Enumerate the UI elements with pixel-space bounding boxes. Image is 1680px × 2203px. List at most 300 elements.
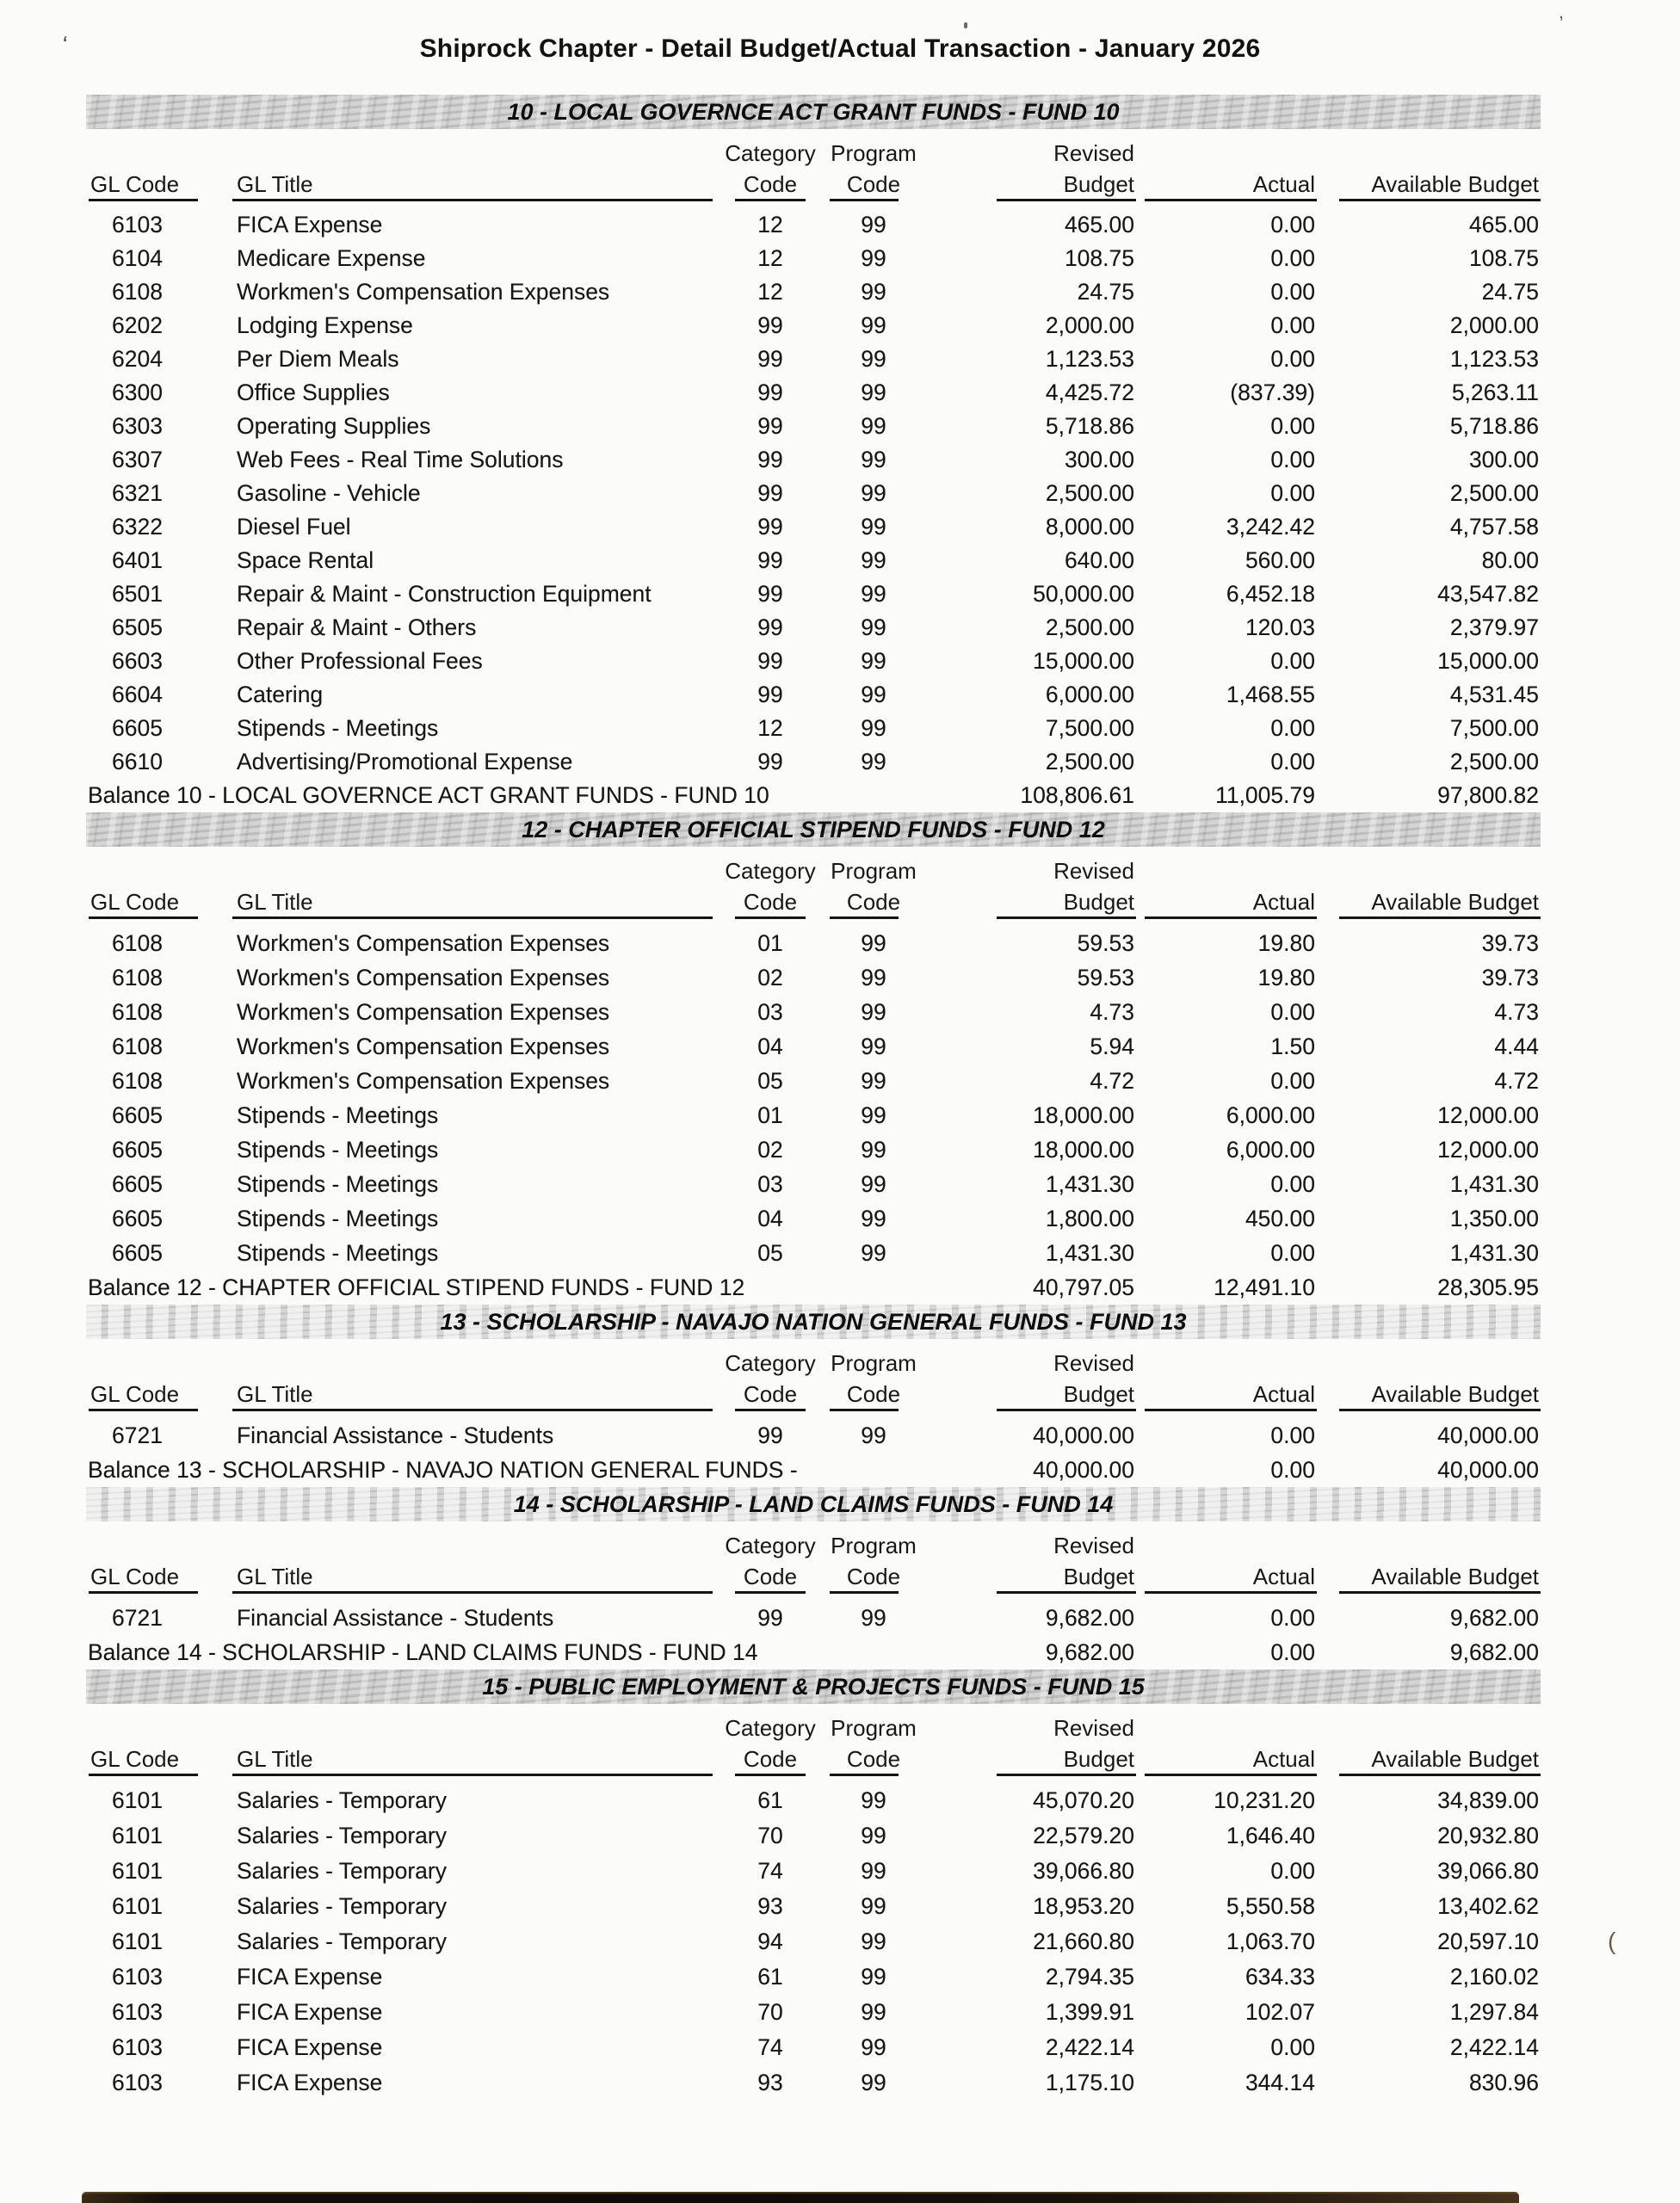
col-header-category-code: Code xyxy=(723,1377,818,1411)
gl-code-cell: 6605 xyxy=(112,1136,163,1163)
balance-row xyxy=(86,779,1541,812)
available-budget-cell: 2,422.14 xyxy=(1449,2034,1539,2060)
table-row xyxy=(86,1132,1541,1167)
col-header-gl-title: GL Title xyxy=(232,167,723,201)
actual-cell: 344.14 xyxy=(1245,2070,1315,2095)
program-code-cell: 99 xyxy=(861,929,886,956)
col-header-program: Program xyxy=(831,140,917,166)
balance-label-cell: Balance 10 - LOCAL GOVERNCE ACT GRANT FUNDS - FUND 10 xyxy=(88,782,769,808)
actual-cell: 0.00 xyxy=(1270,998,1315,1025)
actual-cell: 0.00 xyxy=(1270,1067,1315,1094)
program-code-cell: 99 xyxy=(861,682,886,707)
revised-budget-cell: 1,399.91 xyxy=(1045,1999,1134,2025)
gl-code-cell: 6103 xyxy=(112,212,163,238)
category-code-cell: 93 xyxy=(757,1893,783,1919)
col-header-category: Category xyxy=(725,858,816,884)
col-header-actual: Actual xyxy=(1136,885,1317,919)
table-row xyxy=(86,1818,1541,1854)
program-code-cell: 99 xyxy=(861,998,886,1025)
program-code-cell: 99 xyxy=(861,1823,886,1848)
actual-cell: 0.00 xyxy=(1270,749,1315,774)
available-budget-cell: 5,263.11 xyxy=(1451,380,1539,405)
revised-budget-cell: 5,718.86 xyxy=(1045,413,1134,439)
program-code-cell: 99 xyxy=(861,1858,886,1884)
actual-cell: 0.00 xyxy=(1270,1170,1315,1197)
scan-page-edge-bar xyxy=(82,2192,1519,2203)
gl-code-cell: 6108 xyxy=(112,929,163,956)
category-code-cell: 04 xyxy=(757,1033,783,1059)
col-header-gl-code: GL Code xyxy=(86,885,232,919)
revised-budget-cell: 18,000.00 xyxy=(1033,1136,1134,1163)
fund-table xyxy=(86,1339,1541,1487)
program-code-cell: 99 xyxy=(861,514,886,540)
revised-budget-cell: 2,000.00 xyxy=(1045,312,1134,338)
col-header-gl-code: GL Code xyxy=(86,1377,232,1411)
scan-mark-top-right: ’ xyxy=(1559,11,1565,34)
column-header-row-bottom xyxy=(86,1742,1541,1776)
col-header-budget: Budget xyxy=(930,1742,1136,1776)
actual-cell: 1,063.70 xyxy=(1226,1928,1315,1954)
col-header-gl-title: GL Title xyxy=(232,1742,723,1776)
category-code-cell: 01 xyxy=(757,929,783,956)
column-header-row-top xyxy=(86,129,1541,167)
available-budget-cell: 5,718.86 xyxy=(1449,413,1539,439)
revised-budget-cell: 22,579.20 xyxy=(1033,1823,1134,1848)
program-code-cell: 99 xyxy=(861,1928,886,1954)
category-code-cell: 99 xyxy=(757,614,783,640)
table-row xyxy=(86,1201,1541,1236)
table-row xyxy=(86,745,1541,779)
fund-section xyxy=(86,1487,1541,1669)
revised-budget-cell: 2,500.00 xyxy=(1045,614,1134,640)
category-code-cell: 99 xyxy=(757,312,783,338)
balance-label-cell: Balance 13 - SCHOLARSHIP - NAVAJO NATION GENERAL FUNDS - xyxy=(88,1456,798,1483)
revised-budget-cell: 39,066.80 xyxy=(1033,1858,1134,1884)
gl-title-cell: FICA Expense xyxy=(237,2034,383,2060)
actual-cell: (837.39) xyxy=(1230,380,1315,405)
category-code-cell: 94 xyxy=(757,1928,783,1954)
balance-available-cell: 97,800.82 xyxy=(1437,782,1539,808)
gl-code-cell: 6322 xyxy=(112,514,163,540)
gl-title-cell: Space Rental xyxy=(237,547,374,573)
table-row xyxy=(86,443,1541,477)
fund-table xyxy=(86,129,1541,812)
program-code-cell: 99 xyxy=(861,413,886,439)
available-budget-cell: 80.00 xyxy=(1481,547,1539,573)
fund-table xyxy=(86,1704,1541,2101)
gl-code-cell: 6108 xyxy=(112,279,163,305)
available-budget-cell: 108.75 xyxy=(1468,245,1539,271)
page-title: Shiprock Chapter - Detail Budget/Actual Transaction - January 2026 xyxy=(419,34,1261,63)
col-header-category-code: Code xyxy=(723,167,818,201)
available-budget-cell: 1,350.00 xyxy=(1449,1205,1539,1231)
program-code-cell: 99 xyxy=(861,1102,886,1128)
fund-section xyxy=(86,1669,1541,2101)
gl-title-cell: Financial Assistance - Students xyxy=(237,1422,554,1448)
column-header-row-top xyxy=(86,1521,1541,1559)
gl-title-cell: FICA Expense xyxy=(237,1964,383,1990)
gl-title-cell: Workmen's Compensation Expenses xyxy=(237,964,610,990)
category-code-cell: 99 xyxy=(757,380,783,405)
fund-table xyxy=(86,847,1541,1305)
report-body xyxy=(86,95,1541,2101)
table-row xyxy=(86,995,1541,1029)
actual-cell: 0.00 xyxy=(1270,245,1315,271)
table-row xyxy=(86,201,1541,242)
col-header-budget: Budget xyxy=(930,885,1136,919)
table-row xyxy=(86,1959,1541,1995)
fund-section xyxy=(86,812,1541,1305)
program-code-cell: 99 xyxy=(861,1604,886,1631)
col-header-budget: Budget xyxy=(930,1377,1136,1411)
balance-row xyxy=(86,1453,1541,1487)
available-budget-cell: 20,932.80 xyxy=(1437,1823,1539,1848)
available-budget-cell: 39.73 xyxy=(1481,929,1539,956)
actual-cell: 0.00 xyxy=(1270,715,1315,741)
col-header-program: Program xyxy=(831,1533,917,1558)
program-code-cell: 99 xyxy=(861,245,886,271)
actual-cell: 19.80 xyxy=(1257,964,1315,990)
gl-code-cell: 6108 xyxy=(112,1033,163,1059)
revised-budget-cell: 45,070.20 xyxy=(1033,1787,1134,1813)
program-code-cell: 99 xyxy=(861,614,886,640)
balance-row xyxy=(86,1270,1541,1305)
table-row xyxy=(86,477,1541,510)
col-header-category-code: Code xyxy=(723,1559,818,1594)
gl-code-cell: 6605 xyxy=(112,1239,163,1266)
gl-code-cell: 6103 xyxy=(112,2070,163,2095)
category-code-cell: 99 xyxy=(757,480,783,506)
actual-cell: 0.00 xyxy=(1270,413,1315,439)
actual-cell: 6,452.18 xyxy=(1226,581,1315,607)
program-code-cell: 99 xyxy=(861,346,886,372)
balance-label-cell: Balance 12 - CHAPTER OFFICIAL STIPEND FUNDS - FUND 12 xyxy=(88,1274,745,1300)
actual-cell: 120.03 xyxy=(1245,614,1315,640)
program-code-cell: 99 xyxy=(861,1964,886,1990)
col-header-spacer xyxy=(1317,129,1541,167)
available-budget-cell: 4,757.58 xyxy=(1449,514,1539,540)
column-header-row-bottom xyxy=(86,167,1541,201)
available-budget-cell: 300.00 xyxy=(1468,447,1539,472)
gl-title-cell: Office Supplies xyxy=(237,380,390,405)
available-budget-cell: 1,431.30 xyxy=(1449,1239,1539,1266)
col-header-spacer xyxy=(1317,1339,1541,1377)
gl-title-cell: Diesel Fuel xyxy=(237,514,351,540)
program-code-cell: 99 xyxy=(861,648,886,674)
revised-budget-cell: 18,000.00 xyxy=(1033,1102,1134,1128)
program-code-cell: 99 xyxy=(861,1136,886,1163)
col-header-category: Category xyxy=(725,140,816,166)
table-row xyxy=(86,1995,1541,2030)
balance-available-cell: 9,682.00 xyxy=(1449,1638,1539,1665)
scan-mark-right: ( xyxy=(1608,1928,1616,1954)
available-budget-cell: 1,431.30 xyxy=(1449,1170,1539,1197)
section-header-band xyxy=(86,1305,1541,1339)
available-budget-cell: 2,160.02 xyxy=(1449,1964,1539,1990)
revised-budget-cell: 1,800.00 xyxy=(1045,1205,1134,1231)
actual-cell: 0.00 xyxy=(1270,212,1315,238)
gl-code-cell: 6303 xyxy=(112,413,163,439)
program-code-cell: 99 xyxy=(861,212,886,238)
table-row xyxy=(86,1236,1541,1270)
balance-actual-cell: 0.00 xyxy=(1270,1638,1315,1665)
gl-code-cell: 6108 xyxy=(112,964,163,990)
revised-budget-cell: 2,500.00 xyxy=(1045,480,1134,506)
fund-section xyxy=(86,95,1541,812)
col-header-program-code: Code xyxy=(818,1742,930,1776)
gl-code-cell: 6605 xyxy=(112,1102,163,1128)
available-budget-cell: 2,379.97 xyxy=(1449,614,1539,640)
available-budget-cell: 4.73 xyxy=(1494,998,1539,1025)
column-header-row-top xyxy=(86,1339,1541,1377)
gl-title-cell: Stipends - Meetings xyxy=(237,1205,439,1231)
gl-code-cell: 6605 xyxy=(112,1205,163,1231)
gl-code-cell: 6603 xyxy=(112,648,163,674)
gl-title-cell: Workmen's Compensation Expenses xyxy=(237,1033,610,1059)
gl-title-cell: Stipends - Meetings xyxy=(237,1102,439,1128)
gl-title-cell: Stipends - Meetings xyxy=(237,1239,439,1266)
col-header-revised: Revised xyxy=(1053,858,1134,884)
gl-code-cell: 6721 xyxy=(112,1422,163,1448)
actual-cell: 450.00 xyxy=(1245,1205,1315,1231)
table-row xyxy=(86,242,1541,275)
gl-title-cell: Web Fees - Real Time Solutions xyxy=(237,447,564,472)
available-budget-cell: 15,000.00 xyxy=(1437,648,1539,674)
col-header-actual: Actual xyxy=(1136,167,1317,201)
actual-cell: 0.00 xyxy=(1270,279,1315,305)
col-header-actual: Actual xyxy=(1136,1377,1317,1411)
category-code-cell: 03 xyxy=(757,998,783,1025)
col-header-category-code: Code xyxy=(723,1742,818,1776)
gl-code-cell: 6300 xyxy=(112,380,163,405)
revised-budget-cell: 18,953.20 xyxy=(1033,1893,1134,1919)
category-code-cell: 05 xyxy=(757,1067,783,1094)
revised-budget-cell: 9,682.00 xyxy=(1045,1604,1134,1631)
table-row xyxy=(86,510,1541,544)
col-header-actual: Actual xyxy=(1136,1742,1317,1776)
table-row xyxy=(86,544,1541,577)
col-header-spacer xyxy=(86,1704,232,1742)
table-row xyxy=(86,275,1541,309)
col-header-gl-title: GL Title xyxy=(232,1559,723,1594)
table-row xyxy=(86,1776,1541,1818)
actual-cell: 0.00 xyxy=(1270,1858,1315,1884)
section-header-band xyxy=(86,1669,1541,1704)
gl-code-cell: 6505 xyxy=(112,614,163,640)
revised-budget-cell: 1,431.30 xyxy=(1045,1239,1134,1266)
col-header-gl-code: GL Code xyxy=(86,167,232,201)
col-header-spacer xyxy=(232,1339,723,1377)
available-budget-cell: 39.73 xyxy=(1481,964,1539,990)
col-header-spacer xyxy=(1317,1521,1541,1559)
actual-cell: 0.00 xyxy=(1270,346,1315,372)
actual-cell: 6,000.00 xyxy=(1226,1136,1315,1163)
category-code-cell: 61 xyxy=(757,1787,783,1813)
revised-budget-cell: 2,500.00 xyxy=(1045,749,1134,774)
category-code-cell: 99 xyxy=(757,581,783,607)
col-header-budget: Budget xyxy=(930,167,1136,201)
program-code-cell: 99 xyxy=(861,2034,886,2060)
table-row xyxy=(86,645,1541,678)
col-header-category: Category xyxy=(725,1350,816,1376)
table-row xyxy=(86,960,1541,995)
balance-budget-cell: 108,806.61 xyxy=(1020,782,1134,808)
available-budget-cell: 830.96 xyxy=(1468,2070,1539,2095)
table-row xyxy=(86,2065,1541,2101)
col-header-available-budget: Available Budget xyxy=(1317,1377,1541,1411)
gl-title-cell: Advertising/Promotional Expense xyxy=(237,749,573,774)
scan-speck xyxy=(964,22,967,28)
gl-code-cell: 6103 xyxy=(112,2034,163,2060)
col-header-category-code: Code xyxy=(723,885,818,919)
table-row xyxy=(86,1411,1541,1453)
col-header-spacer xyxy=(86,129,232,167)
gl-code-cell: 6204 xyxy=(112,346,163,372)
program-code-cell: 99 xyxy=(861,447,886,472)
col-header-available-budget: Available Budget xyxy=(1317,1742,1541,1776)
revised-budget-cell: 5.94 xyxy=(1090,1033,1134,1059)
table-row xyxy=(86,1889,1541,1924)
revised-budget-cell: 108.75 xyxy=(1064,245,1134,271)
revised-budget-cell: 59.53 xyxy=(1077,929,1134,956)
category-code-cell: 99 xyxy=(757,547,783,573)
available-budget-cell: 2,500.00 xyxy=(1449,749,1539,774)
gl-title-cell: Gasoline - Vehicle xyxy=(237,480,421,506)
available-budget-cell: 24.75 xyxy=(1481,279,1539,305)
category-code-cell: 99 xyxy=(757,1604,783,1631)
section-header-band xyxy=(86,95,1541,129)
revised-budget-cell: 24.75 xyxy=(1077,279,1134,305)
fund-table xyxy=(86,1521,1541,1669)
category-code-cell: 99 xyxy=(757,1422,783,1448)
available-budget-cell: 4,531.45 xyxy=(1449,682,1539,707)
col-header-revised: Revised xyxy=(1053,1715,1134,1741)
gl-title-cell: Workmen's Compensation Expenses xyxy=(237,279,610,305)
col-header-spacer xyxy=(86,847,232,885)
col-header-spacer xyxy=(1136,1704,1317,1742)
gl-code-cell: 6610 xyxy=(112,749,163,774)
table-row xyxy=(86,1029,1541,1064)
actual-cell: 0.00 xyxy=(1270,312,1315,338)
program-code-cell: 99 xyxy=(861,581,886,607)
balance-budget-cell: 40,000.00 xyxy=(1033,1456,1134,1483)
program-code-cell: 99 xyxy=(861,1787,886,1813)
balance-actual-cell: 0.00 xyxy=(1270,1456,1315,1483)
gl-title-cell: Repair & Maint - Construction Equipment xyxy=(237,581,652,607)
gl-title-cell: Workmen's Compensation Expenses xyxy=(237,1067,610,1094)
gl-title-cell: Salaries - Temporary xyxy=(237,1858,447,1884)
actual-cell: 0.00 xyxy=(1270,648,1315,674)
actual-cell: 5,550.58 xyxy=(1226,1893,1315,1919)
program-code-cell: 99 xyxy=(861,279,886,305)
gl-title-cell: Salaries - Temporary xyxy=(237,1823,447,1848)
balance-available-cell: 40,000.00 xyxy=(1437,1456,1539,1483)
category-code-cell: 12 xyxy=(757,715,783,741)
section-header-title: 12 - CHAPTER OFFICIAL STIPEND FUNDS - FUND 12 xyxy=(522,817,1105,842)
col-header-available-budget: Available Budget xyxy=(1317,167,1541,201)
available-budget-cell: 20,597.10 xyxy=(1437,1928,1539,1954)
table-row xyxy=(86,1064,1541,1098)
category-code-cell: 61 xyxy=(757,1964,783,1990)
col-header-spacer xyxy=(1136,1521,1317,1559)
col-header-spacer xyxy=(1136,129,1317,167)
gl-code-cell: 6103 xyxy=(112,1999,163,2025)
table-row xyxy=(86,1924,1541,1959)
col-header-program-code: Code xyxy=(818,1559,930,1594)
program-code-cell: 99 xyxy=(861,380,886,405)
col-header-available-budget: Available Budget xyxy=(1317,1559,1541,1594)
available-budget-cell: 1,297.84 xyxy=(1449,1999,1539,2025)
gl-code-cell: 6108 xyxy=(112,998,163,1025)
program-code-cell: 99 xyxy=(861,547,886,573)
available-budget-cell: 12,000.00 xyxy=(1437,1136,1539,1163)
col-header-spacer xyxy=(1136,1339,1317,1377)
gl-title-cell: Stipends - Meetings xyxy=(237,715,439,741)
gl-title-cell: Salaries - Temporary xyxy=(237,1787,447,1813)
balance-actual-cell: 12,491.10 xyxy=(1214,1274,1315,1300)
category-code-cell: 01 xyxy=(757,1102,783,1128)
col-header-category: Category xyxy=(725,1715,816,1741)
program-code-cell: 99 xyxy=(861,1893,886,1919)
available-budget-cell: 40,000.00 xyxy=(1437,1422,1539,1448)
category-code-cell: 74 xyxy=(757,1858,783,1884)
actual-cell: 102.07 xyxy=(1245,1999,1315,2025)
program-code-cell: 99 xyxy=(861,1239,886,1266)
revised-budget-cell: 4.73 xyxy=(1090,998,1134,1025)
gl-code-cell: 6101 xyxy=(112,1823,163,1848)
table-row xyxy=(86,678,1541,712)
program-code-cell: 99 xyxy=(861,1033,886,1059)
col-header-available-budget: Available Budget xyxy=(1317,885,1541,919)
revised-budget-cell: 300.00 xyxy=(1064,447,1134,472)
gl-title-cell: Lodging Expense xyxy=(237,312,413,338)
available-budget-cell: 39,066.80 xyxy=(1437,1858,1539,1884)
col-header-spacer xyxy=(86,1521,232,1559)
section-header-title: 15 - PUBLIC EMPLOYMENT & PROJECTS FUNDS - FUND 15 xyxy=(482,1674,1145,1700)
col-header-program: Program xyxy=(831,1350,917,1376)
available-budget-cell: 4.44 xyxy=(1494,1033,1539,1059)
balance-available-cell: 28,305.95 xyxy=(1437,1274,1539,1300)
col-header-spacer xyxy=(1317,1704,1541,1742)
gl-title-cell: Stipends - Meetings xyxy=(237,1170,439,1197)
table-row xyxy=(86,342,1541,376)
column-header-row-bottom xyxy=(86,1377,1541,1411)
gl-title-cell: Per Diem Meals xyxy=(237,346,399,372)
gl-code-cell: 6202 xyxy=(112,312,163,338)
col-header-gl-title: GL Title xyxy=(232,1377,723,1411)
col-header-spacer xyxy=(86,1339,232,1377)
revised-budget-cell: 21,660.80 xyxy=(1033,1928,1134,1954)
available-budget-cell: 9,682.00 xyxy=(1449,1604,1539,1631)
gl-title-cell: FICA Expense xyxy=(237,1999,383,2025)
actual-cell: 10,231.20 xyxy=(1214,1787,1315,1813)
actual-cell: 0.00 xyxy=(1270,1604,1315,1631)
scan-mark-top-left: ‘ xyxy=(60,30,69,58)
table-row xyxy=(86,376,1541,410)
revised-budget-cell: 1,175.10 xyxy=(1045,2070,1134,2095)
revised-budget-cell: 59.53 xyxy=(1077,964,1134,990)
col-header-program: Program xyxy=(831,1715,917,1741)
revised-budget-cell: 15,000.00 xyxy=(1033,648,1134,674)
program-code-cell: 99 xyxy=(861,312,886,338)
category-code-cell: 99 xyxy=(757,413,783,439)
actual-cell: 6,000.00 xyxy=(1226,1102,1315,1128)
table-row xyxy=(86,577,1541,611)
actual-cell: 1,646.40 xyxy=(1226,1823,1315,1848)
col-header-gl-title: GL Title xyxy=(232,885,723,919)
actual-cell: 0.00 xyxy=(1270,1239,1315,1266)
category-code-cell: 74 xyxy=(757,2034,783,2060)
